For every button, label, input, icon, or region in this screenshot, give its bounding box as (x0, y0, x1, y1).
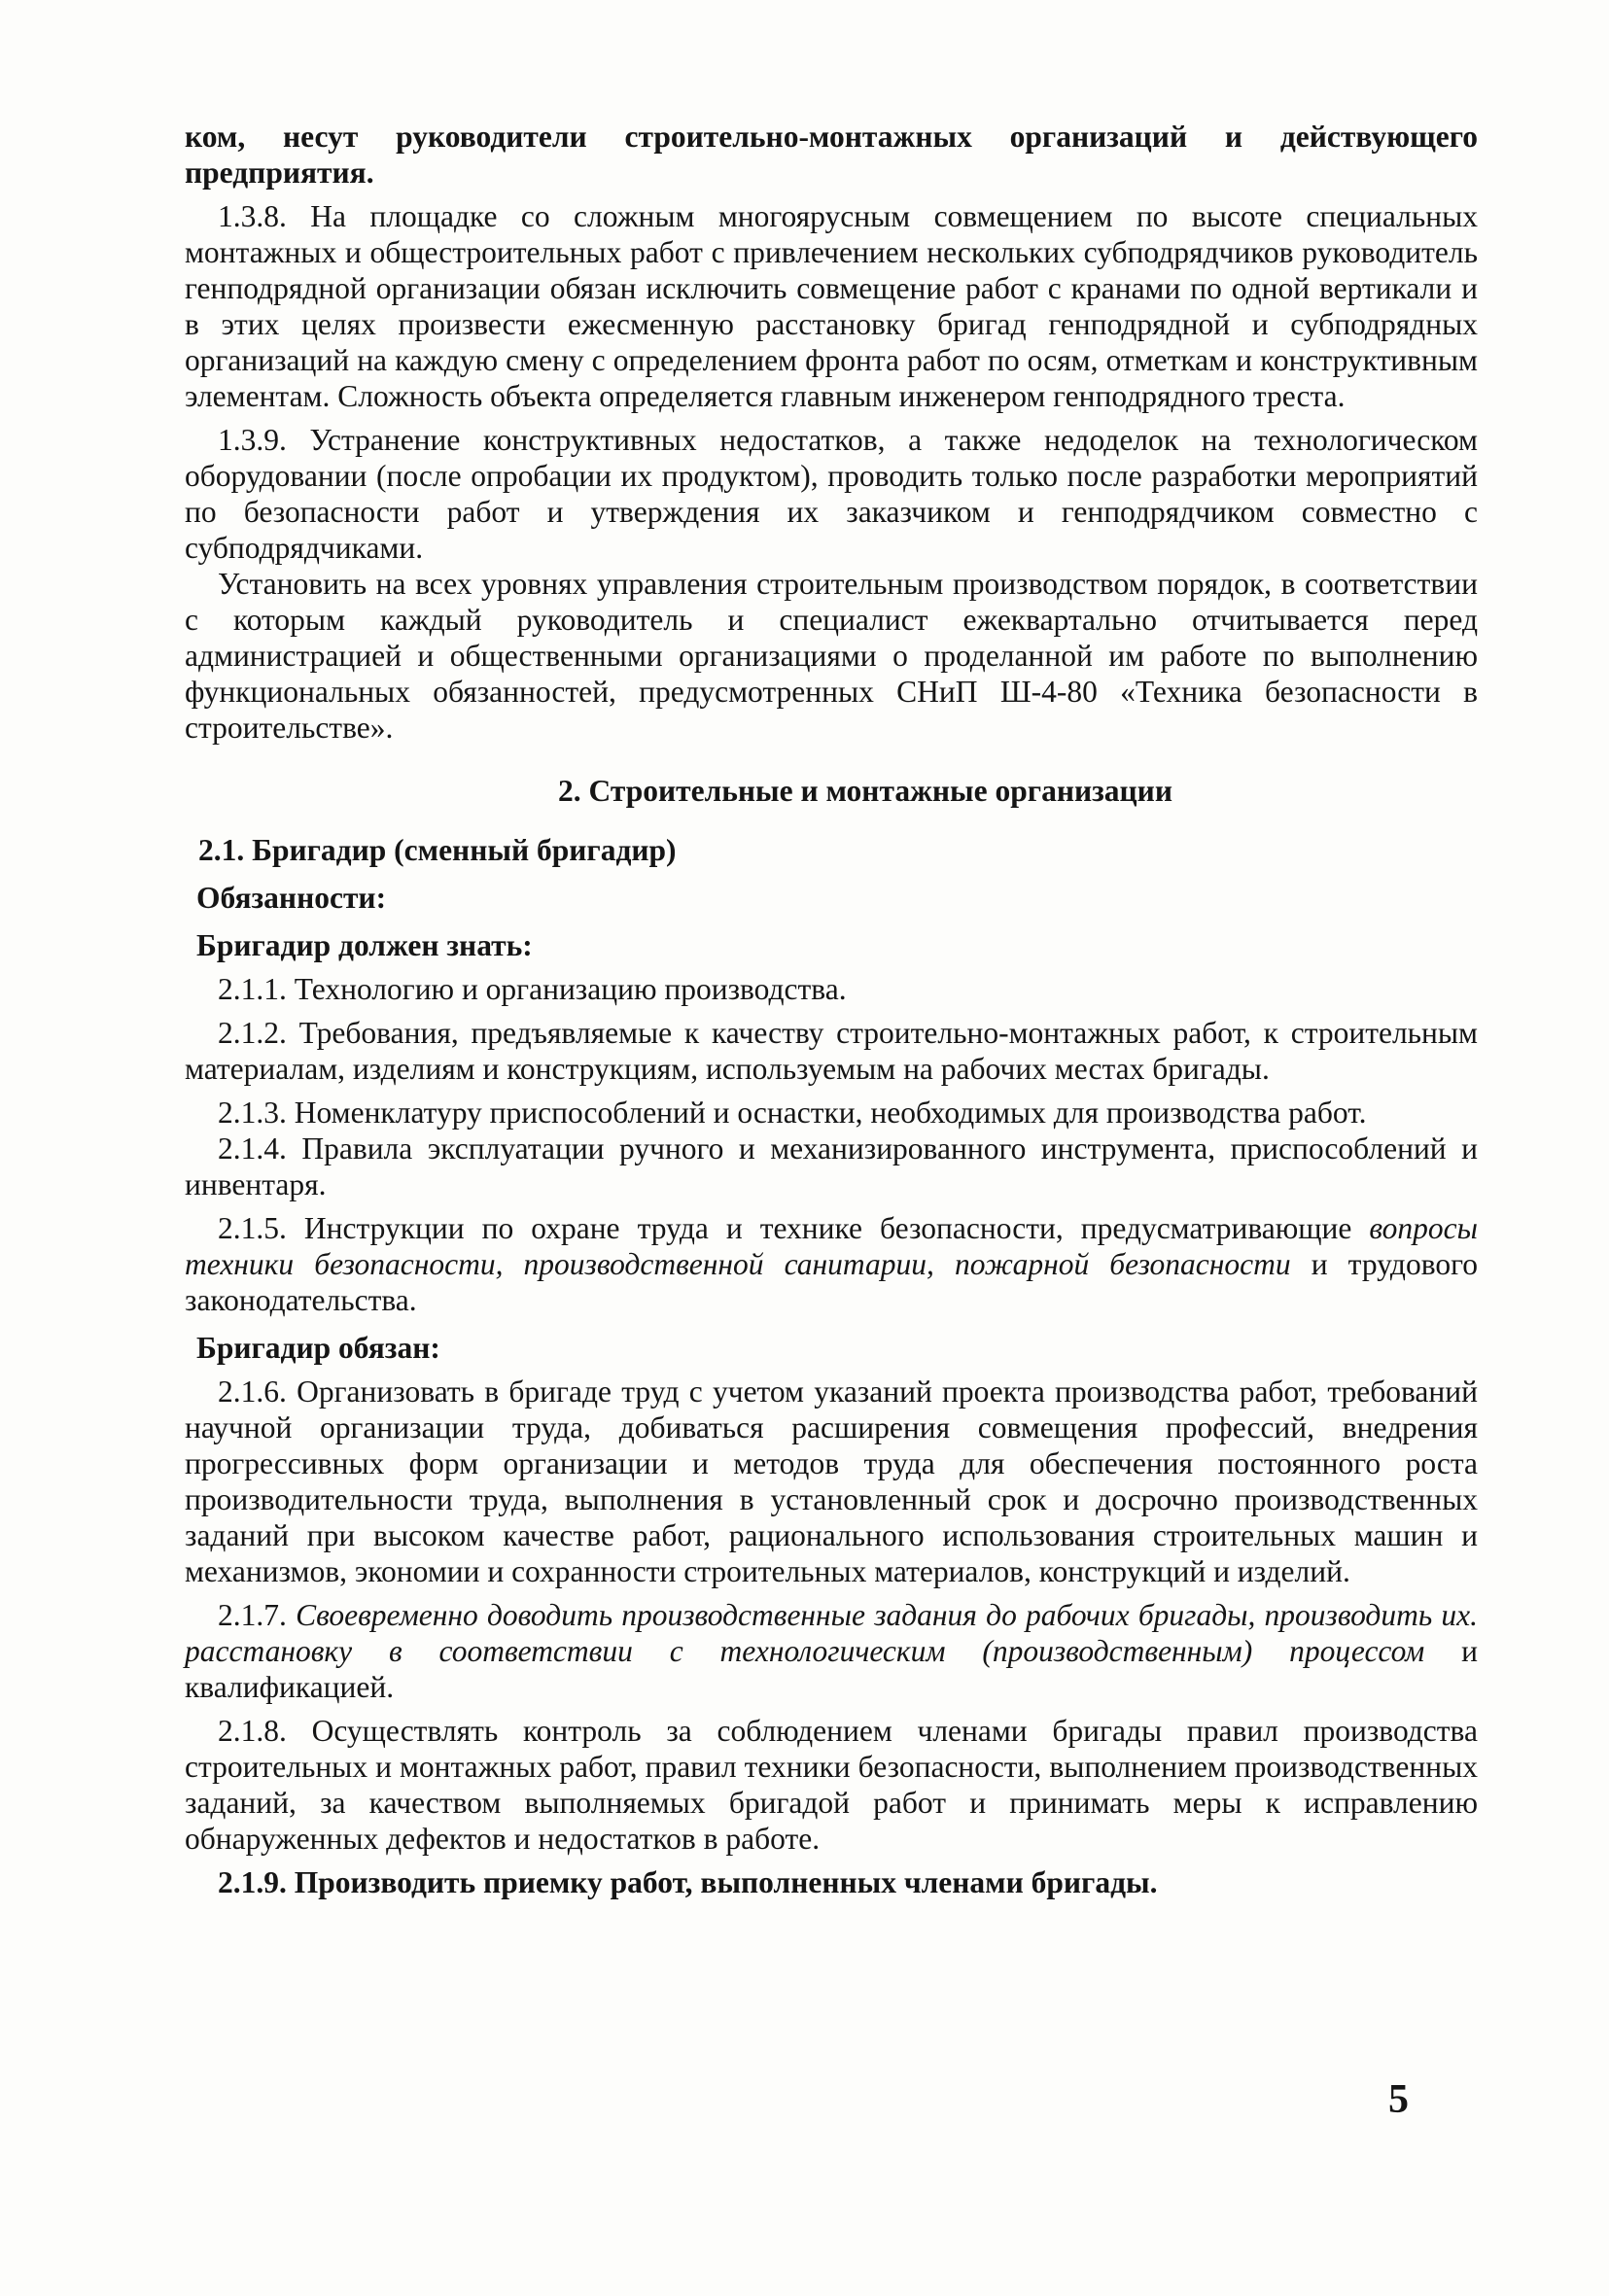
continued-paragraph: ком, несут руководители строительно-монтажных организаций и действующего предприятия. (185, 120, 1478, 190)
page-content (185, 119, 1478, 1900)
subsection-title: 2.1. Бригадир (сменный бригадир) (198, 833, 677, 867)
paragraph-reporting-order: Установить на всех уровнях управления строительным производством порядок, в соответствии с которым каждый руководитель и специалист ежеквартально отчитывается перед администрацией и общественными организациями о проделанной им работе по выполнению функциональных обязанностей, предусмотренных СНиП Ш-4-80 «Техника безопасности в строительстве». (185, 567, 1478, 745)
must-know-heading: Бригадир должен знать: (196, 928, 533, 962)
item-2-1-7-end: и квалификацией. (185, 1634, 1478, 1704)
item-2-1-5-start: 2.1.5. Инструкции по охране труда и технике безопасности, предусматривающие (218, 1211, 1370, 1245)
item-2-1-4: 2.1.4. Правила эксплуатации ручного и механизированного инструмента, приспособлений и инвентаря. (185, 1131, 1478, 1201)
item-2-1-3: 2.1.3. Номенклатуру приспособлений и оснастки, необходимых для производства работ. (218, 1096, 1367, 1130)
item-2-1-7 (185, 1597, 1478, 1705)
item-2-1-5-italic: вопросы техники безопасности, производственной санитарии, пожарной безопасности (185, 1211, 1478, 1281)
item-2-1-5 (185, 1210, 1478, 1318)
item-2-1-5-end: и трудового законодательства. (185, 1247, 1478, 1317)
paragraph-1-3-9: 1.3.9. Устранение конструктивных недостатков, а также недоделок на технологическом оборудовании (после опробации их продуктом), проводить только после разработки мероприятий по безопасности работ и утверждения их заказчиком и генподрядчиком совместно с субподрядчиками. (185, 423, 1478, 565)
section-title: 2. Строительные и монтажные организации (558, 774, 1172, 808)
item-2-1-2: 2.1.2. Требования, предъявляемые к качеству строительно-монтажных работ, к строительным материалам, изделиям и конструкциям, используемым на рабочих местах бригады. (185, 1016, 1478, 1086)
item-2-1-7-number: 2.1.7. (218, 1598, 297, 1632)
page-number: 5 (1388, 2077, 1409, 2122)
item-2-1-6: 2.1.6. Организовать в бригаде труд с учетом указаний проекта производства работ, требований научной организации труда, добиваться расширения совмещения профессий, внедрения прогрессивных форм организации и методов труда для обеспечения постоянного роста производительности труда, выполнения в установленный срок и досрочно производственных заданий при высоком качестве работ, рационального использования строительных машин и механизмов, экономии и сохранности строительных материалов, конструкций и изделий. (185, 1374, 1478, 1588)
item-2-1-7-italic: Своевременно доводить производственные задания до рабочих бригады, производить их. расстановку в соответствии с технологическим (производственным) процессом (185, 1598, 1478, 1668)
paragraph-1-3-8: 1.3.8. На площадке со сложным многоярусным совмещением по высоте специальных монтажных и общестроительных работ с привлечением нескольких субподрядчиков руководитель генподрядной организации обязан исключить совмещение работ с кранами по одной вертикали и в этих целях произвести ежесменную расстановку бригад генподрядной и субподрядных организаций на каждую смену с определением фронта работ по осям, отметкам и конструктивным элементам. Сложность объекта определяется главным инженером генподрядного треста. (185, 199, 1478, 413)
obliged-heading: Бригадир обязан: (196, 1331, 440, 1365)
item-2-1-9: 2.1.9. Производить приемку работ, выполненных членами бригады. (218, 1865, 1158, 1899)
item-2-1-1: 2.1.1. Технологию и организацию производства. (218, 972, 847, 1006)
item-2-1-8: 2.1.8. Осуществлять контроль за соблюдением членами бригады правил производства строительных и монтажных работ, правил техники безопасности, выполнением производственных заданий, за качеством выполняемых бригадой работ и принимать меры к исправлению обнаруженных дефектов и недостатков в работе. (185, 1714, 1478, 1856)
duties-heading: Обязанности: (196, 881, 387, 915)
